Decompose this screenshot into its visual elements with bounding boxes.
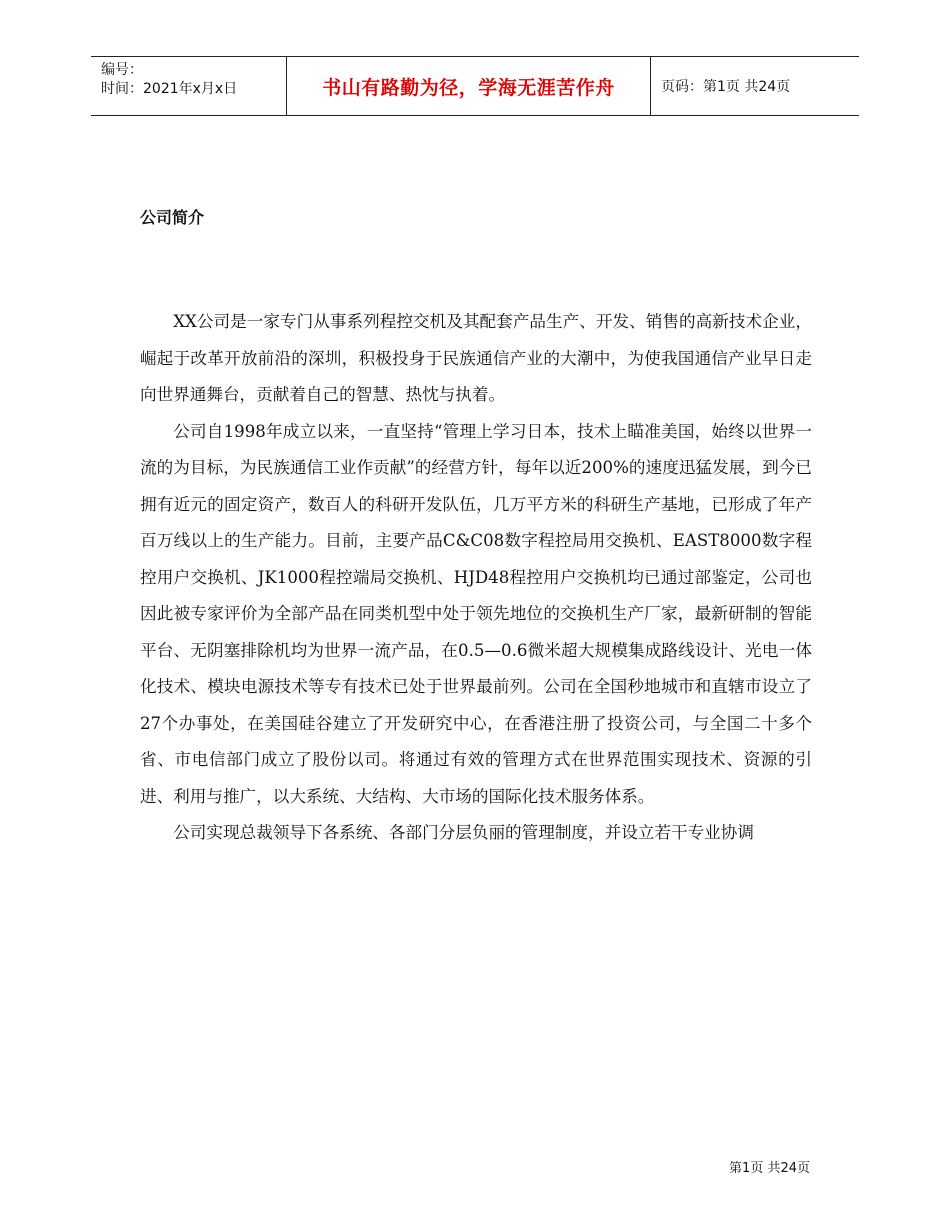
page-header xyxy=(91,56,859,116)
paragraph: 公司自1998年成立以来，一直坚持“管理上学习日本，技术上瞄准美国，始终以世界一流的为目标，为民族通信工业作贡献”的经营方针，每年以近200%的速度迅猛发展，到今已拥有近元的固定资产，数百人的科研开发队伍，几万平方米的科研生产基地，已形成了年产百万线以上的生产能力。目前，主要产品C&C08数字程控局用交换机、EAST8000数字程控用户交换机、JK1000程控端局交换机、HJD48程控用户交换机均已通过部鉴定，公司也因此被专家评价为全部产品在同类机型中处于领先地位的交换机生产厂家，最新研制的智能平台、无阴塞排除机均为世界一流产品，在0.5—0.6微米超大规模集成路线设计、光电一体化技术、模块电源技术等专有技术已处于世界最前列。公司在全国秒地城市和直辖市设立了27个办事处，在美国硅谷建立了开发研究中心，在香港注册了投资公司，与全国二十多个省、市电信部门成立了股份以司。将通过有效的管理方式在世界范围实现技术、资源的引进、利用与推广，以大系统、大结构、大市场的国际化技术服务体系。 xyxy=(140,421,812,806)
section-title: 公司简介 xyxy=(140,208,205,227)
document-number-label: 编号： xyxy=(101,62,143,78)
paragraph: XX公司是一家专门从事系列程控交机及其配套产品生产、开发、销售的高新技术企业，崛起于改革开放前沿的深圳，积极投身于民族通信产业的大潮中，为使我国通信产业早日走向世界通舞台，贡献着自己的智慧、热忱与执着。 xyxy=(140,312,812,404)
header-motto: 书山有路勤为径，学海无涯苦作舟 xyxy=(287,57,651,115)
document-body xyxy=(140,200,812,852)
header-page-info: 页码：第1页 共24页 xyxy=(661,79,791,95)
document-time-label: 时间：2021年x月x日 xyxy=(101,81,238,97)
header-meta xyxy=(91,57,287,115)
paragraph: 公司实现总裁领导下各系统、各部门分层负丽的管理制度，并设立若干专业协调 xyxy=(173,823,754,842)
page-footer: 第1页 共24页 xyxy=(729,1161,810,1176)
